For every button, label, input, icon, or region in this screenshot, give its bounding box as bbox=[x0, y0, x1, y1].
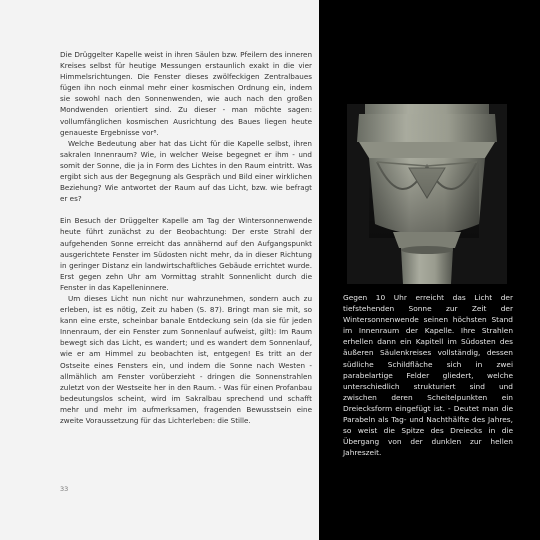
right-page bbox=[319, 0, 540, 540]
photo-caption bbox=[343, 292, 513, 458]
paragraph-3: Ein Besuch der Drüggelter Kapelle am Tag der Wintersonnenwende heute führt zunächst zu der Beobachtung: Der erste Strahl der aufgehenden Sonne erreicht das annähernd auf den Aufgangspunkt ausgerichtete Fenster im Südosten nicht mehr, da in dieser Richtung in geringer Distanz ein landwirtschaftliches Gebäude errichtet wurde. Erst gegen zehn Uhr am Vormittag strahlt Sonnenlicht durch die Fenster in das Kapelleninnere. bbox=[60, 216, 312, 292]
caption-text: Gegen 10 Uhr erreicht das Licht der tiefstehenden Sonne zur Zeit der Wintersonnenwende seinen höchsten Stand im Innenraum der Kapelle. Ihre Strahlen erhellen dann ein Kapitell im Südosten des äußeren Säulenkreises vollständig, dessen südliche Schildfläche sich in zwei parabelartige Felder gliedert, welche unterschiedlich strukturiert sind und zwischen deren Scheitelpunkten ein Dreiecksform eingefügt ist. - Deutet man die Parabeln als Tag- und Nachthälfte des Jahres, so weist die Spitze des Dreiecks in die Übergang von der dunklen zur hellen Jahreszeit. bbox=[343, 293, 513, 458]
stone-capital-photo bbox=[347, 104, 507, 284]
page-number: 33 bbox=[60, 485, 69, 493]
body-text bbox=[60, 49, 312, 426]
paragraph-1: Die Drüggelter Kapelle weist in ihren Säulen bzw. Pfeilern des inneren Kreises selbst für heutige Messungen erstaunlich exakt in die vier Himmelsrichtungen. Die Fenster dieses zwölfeckigen Zentralbaues fügen ihn noch einmal mehr einer kosmischen Ordnung ein, indem sie sowohl nach den Sonnenwenden, wie auch nach den großen Mondwenden orientiert sind. Zu dieser - man möchte sagen: vollumfänglichen kosmischen Ausrichtung des Baues liegen heute genaueste Ergebnisse vor⁸. bbox=[60, 50, 312, 137]
paragraph-4: Um dieses Licht nun nicht nur wahrzunehmen, sondern auch zu erleben, ist es nötig, Zeit zu haben (S. 87). Bringt man sie mit, so kann eine erste, scheinbar banale Entdeckung sein (da sie für jeden Innenraum, der ein Fenster zum Sonnenlauf aufweist, gilt): Im Raum bewegt sich das Licht, es wandert; und es wandert dem Sonnenlauf, wie er am Himmel zu beobachten ist, entgegen! Es tritt an der Ostseite eines Fensters ein, und indem die Sonne nach Westen - allmählich am Fenster vorüberzieht - dringen die Sonnenstrahlen zuletzt von der Westseite her in den Raum. - Was für einen Profanbau bedeutungslos scheint, wird im Sakralbau sprechend und schafft mehr und mehr im aufmerksamen, fragenden Bewusstsein eine zweite Voraussetzung für das Lichterleben: die Stille. bbox=[60, 293, 312, 425]
capital-illustration bbox=[347, 104, 507, 284]
paragraph-2: Welche Bedeutung aber hat das Licht für die Kapelle selbst, ihren sakralen Innenraum? Wie, in welcher Weise begegnet er ihm - und somit der Sonne, die ja in Form des Lichtes in den Raum eintritt. Was ergibt sich aus der Begegnung als Gespräch und Bild einer wirklichen Beziehung? Wie antwortet der Raum auf das Licht, bzw. wie befragt er es? bbox=[60, 138, 312, 204]
